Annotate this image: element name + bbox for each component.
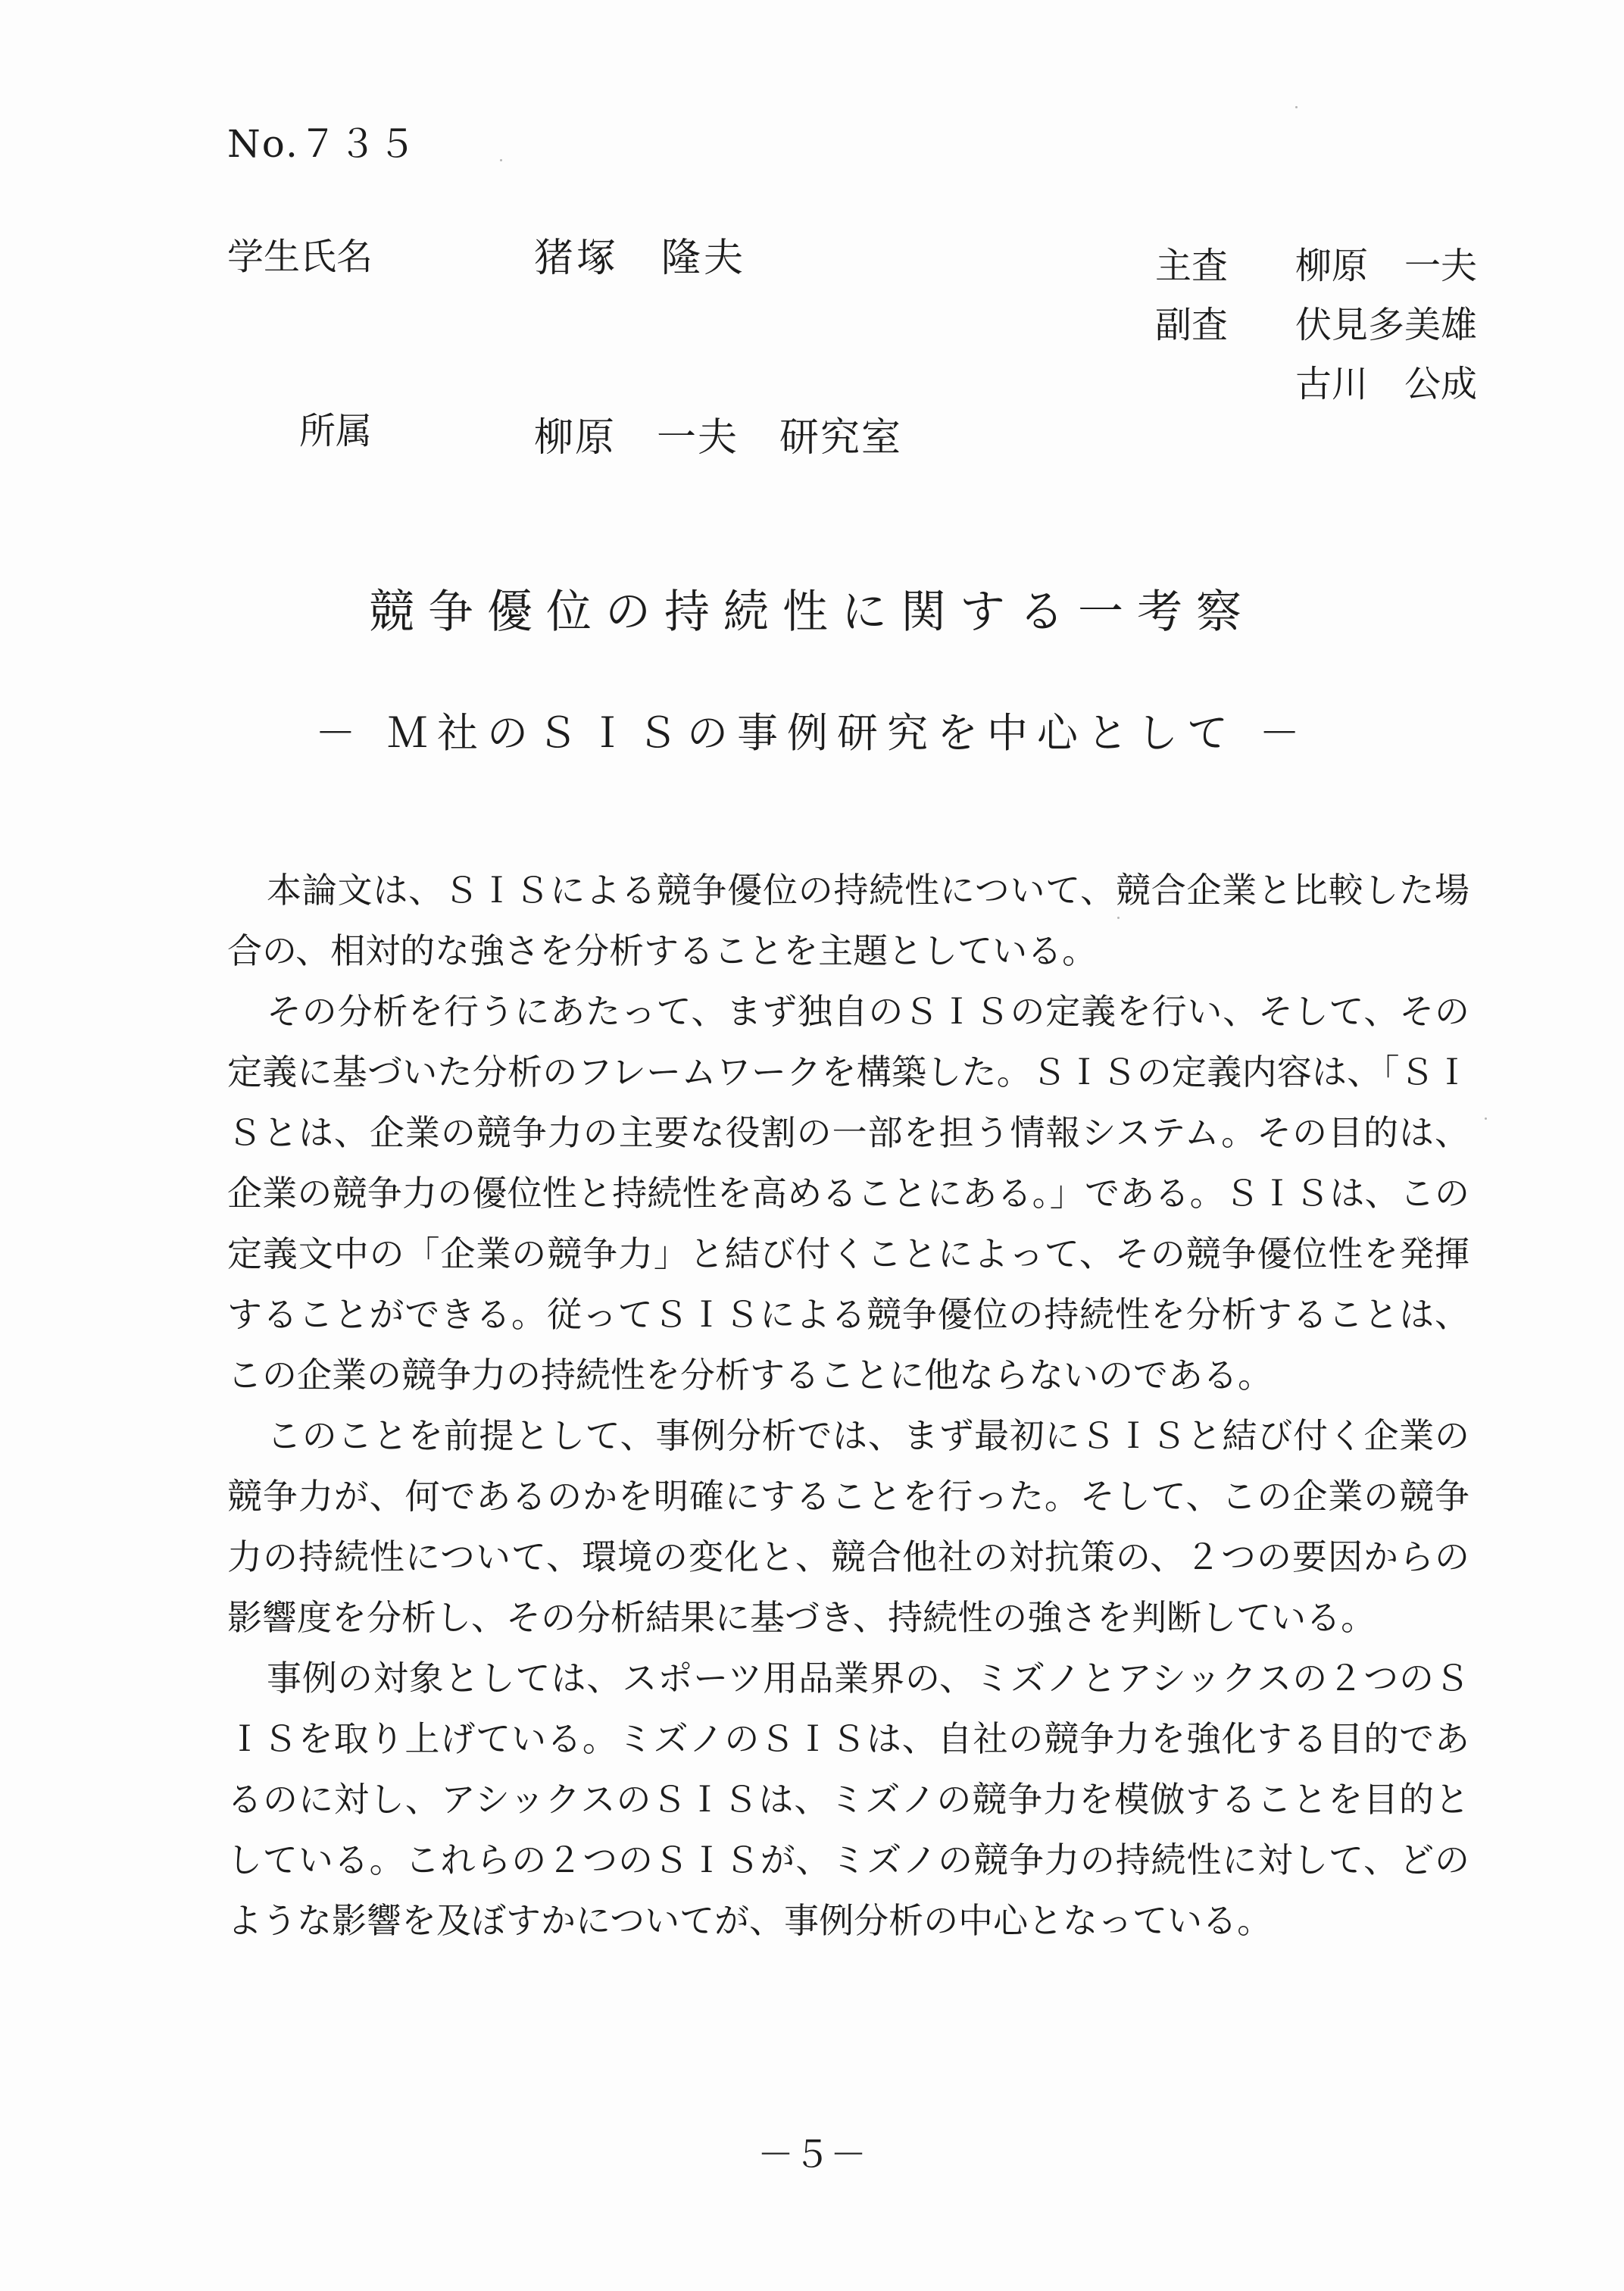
- abstract-paragraph: 事例の対象としては、スポーツ用品業界の、ミズノとアシックスの２つのＳＩＳを取り上げている。ミズノのＳＩＳは、自社の競争力を強化する目的であるのに対し、アシックスのＳＩＳは、ミズノの競争力を模倣することを目的としている。これらの２つのＳＩＳが、ミズノの競争力の持続性に対して、どのような影響を及ぼすかについてが、事例分析の中心となっている。: [227, 1658, 1469, 1941]
- student-name: 猪塚 隆夫: [534, 236, 747, 281]
- thesis-subtitle: － Ｍ社のＳＩＳの事例研究を中心として －: [314, 709, 1310, 757]
- document-number: No.７３５: [227, 122, 417, 166]
- thesis-title: 競争優位の持続性に関する一考察: [369, 586, 1255, 639]
- affiliation-label: 所属: [299, 410, 373, 452]
- sub-examiner-name-1: 伏見多美雄: [1295, 304, 1478, 346]
- scan-speck: [1485, 1117, 1487, 1120]
- main-examiner-name: 柳原 一夫: [1295, 245, 1478, 287]
- student-name-label: 学生氏名: [227, 236, 373, 278]
- abstract-body: [227, 860, 1469, 1951]
- scan-speck: [500, 159, 502, 161]
- abstract-paragraph: このことを前提として、事例分析では、まず最初にＳＩＳと結び付く企業の競争力が、何であるのかを明確にすることを行った。そして、この企業の競争力の持続性について、環境の変化と、競合他社の対抗策の、２つの要因からの影響度を分析し、その分析結果に基づき、持続性の強さを判断している。: [227, 1415, 1469, 1638]
- abstract-paragraph: その分析を行うにあたって、まず独自のＳＩＳの定義を行い、そして、その定義に基づいた分析のフレームワークを構築した。ＳＩＳの定義内容は、「ＳＩＳとは、企業の競争力の主要な役割の一部を担う情報システム。その目的は、企業の競争力の優位性と持続性を高めることにある。」である。ＳＩＳは、この定義文中の「企業の競争力」と結び付くことによって、その競争優位性を発揮することができる。従ってＳＩＳによる競争優位の持続性を分析することは、この企業の競争力の持続性を分析することに他ならないのである。: [227, 991, 1469, 1396]
- sub-examiner-name-2: 古川 公成: [1295, 363, 1478, 405]
- main-examiner-label: 主査: [1155, 245, 1229, 287]
- abstract-paragraph: 本論文は、ＳＩＳによる競争優位の持続性について、競合企業と比較した場合の、相対的な強さを分析することを主題としている。: [227, 870, 1469, 971]
- scan-speck: [1295, 106, 1298, 108]
- page-number: －５－: [757, 2133, 867, 2176]
- sub-examiner-label: 副査: [1155, 304, 1229, 346]
- affiliation-value: 柳原 一夫 研究室: [534, 415, 903, 461]
- scan-speck: [1117, 917, 1120, 919]
